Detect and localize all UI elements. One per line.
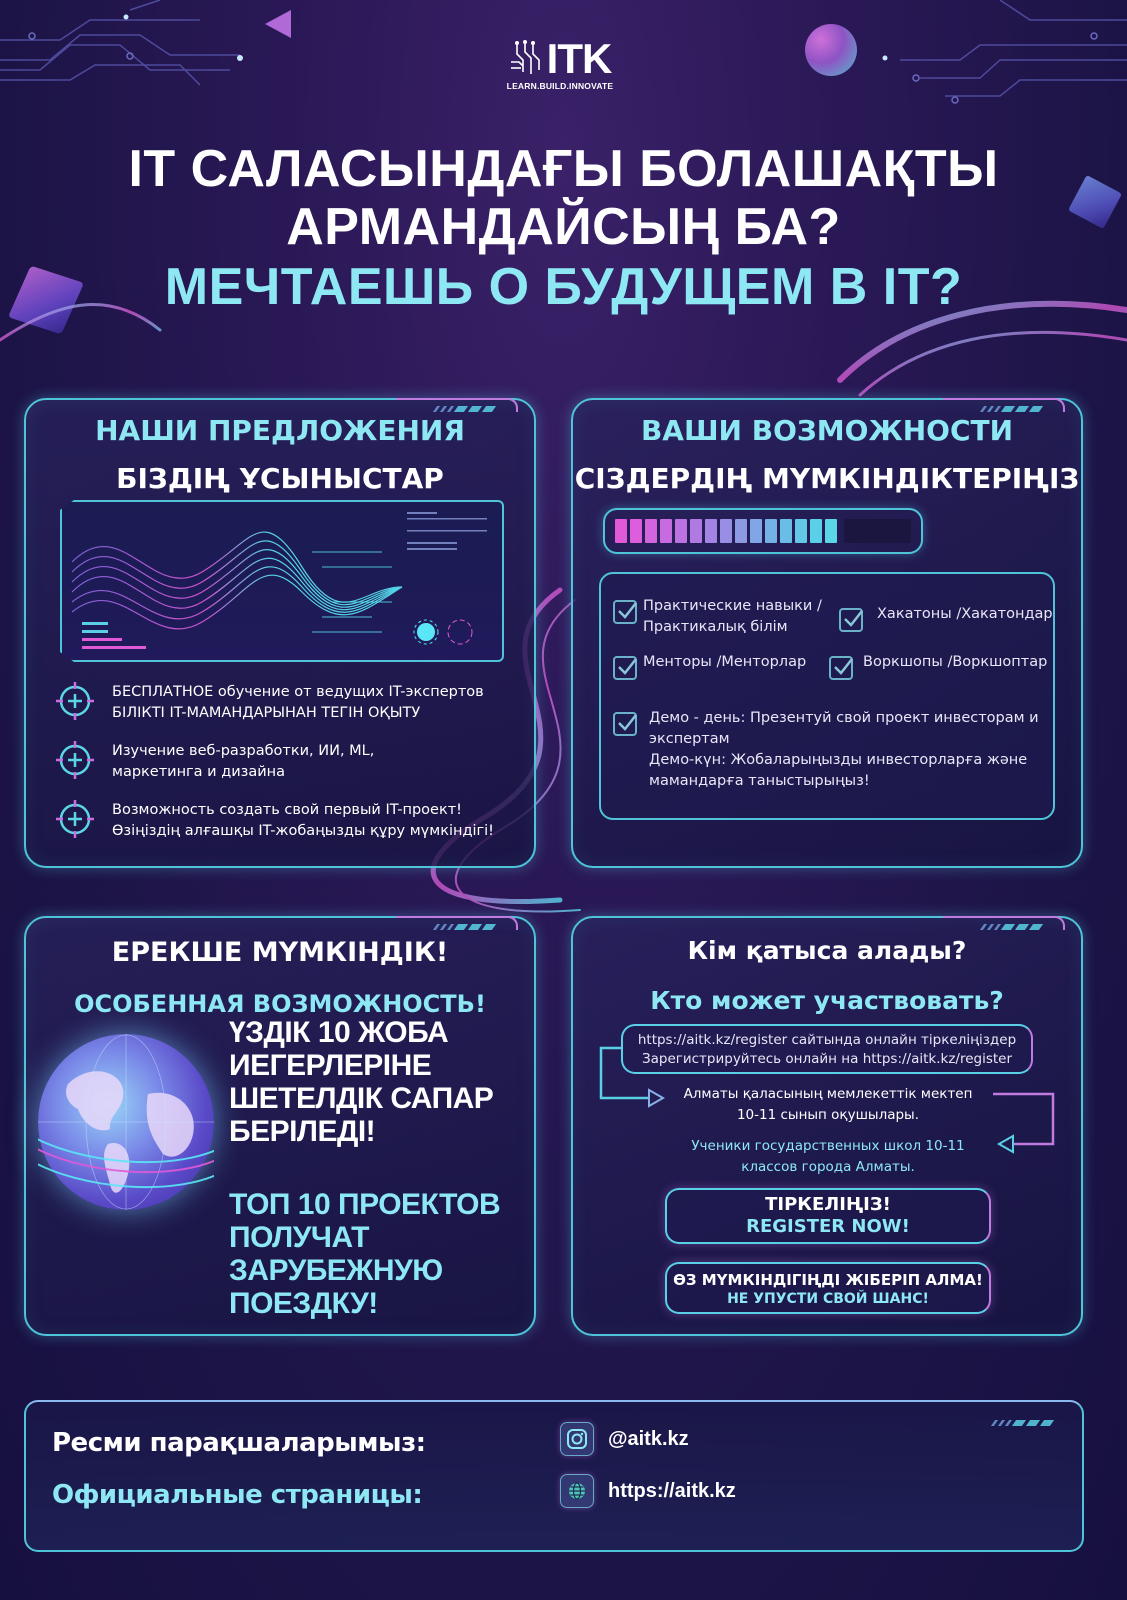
offer-2-line1: Изучение веб-разработки, ИИ, ML,	[112, 743, 375, 759]
opportunity-workshops: Воркшопы /Воркшоптар	[829, 652, 1047, 680]
wave-graphic	[62, 502, 506, 664]
official-pages-label-kz: Ресми парақшаларымыз:	[52, 1428, 426, 1458]
hud-wave-illustration	[60, 500, 504, 662]
opportunity-practical-skills: Практические навыки / Практикалық білім	[613, 596, 822, 638]
prize-ru: ТОП 10 ПРОЕКТОВ ПОЛУЧАТ ЗАРУБЕЖНУЮ ПОЕЗДКУ!	[229, 1188, 501, 1320]
opportunity-demo-day: Демо - день: Презентуй свой проект инвесторам и экспертам Демо-күн: Жобаларыңызды инвесторларға және мамандарға таныстырыңыз!	[613, 708, 1045, 792]
globe-web-icon	[560, 1474, 594, 1508]
eligibility-panel	[571, 916, 1083, 1336]
panel-stripes-decoration	[435, 406, 494, 412]
offer-3-ru: Возможность создать свой первый IT-проект!	[112, 802, 462, 818]
opportunity-mentors: Менторы /Менторлар	[613, 652, 806, 680]
offer-1-kz: БІЛІКТІ IT-МАМАНДАРЫНАН ТЕГІН ОҚЫТУ	[112, 705, 421, 721]
prize-kz: ҮЗДІК 10 ЖОБА ИЕГЕРЛЕРІНЕ ШЕТЕЛДІК САПАР БЕРІЛЕДІ!	[229, 1016, 494, 1148]
opportunities-title-kz: СІЗДЕРДІҢ МҮМКІНДІКТЕРІҢІЗ	[574, 462, 1080, 495]
headline	[0, 140, 1127, 318]
eligibility-kz: Алматы қаласының мемлекеттік мектеп 10-11 сынып оқушылары.	[683, 1086, 973, 1123]
instagram-icon	[560, 1422, 594, 1456]
website-link[interactable]: https://aitk.kz	[560, 1474, 736, 1508]
logo-tagline: LEARN.BUILD.INNOVATE	[506, 81, 614, 91]
opportunity-hackathons: Хакатоны /Хакатондар	[839, 604, 1053, 632]
official-pages-label-ru: Официальные страницы:	[52, 1480, 423, 1510]
panel-stripes-decoration	[993, 1420, 1052, 1426]
who-title-kz: Кім қатыса алады?	[687, 936, 967, 965]
headline-ru: МЕЧТАЕШЬ О БУДУЩЕМ В IT?	[164, 258, 963, 316]
headline-kz-line1: IT САЛАСЫНДАҒЫ БОЛАШАҚТЫ	[128, 140, 999, 198]
circuit-chip-icon	[509, 40, 545, 78]
target-plus-icon	[54, 680, 96, 722]
offers-list	[54, 682, 524, 859]
special-title-kz: ЕРЕКШЕ МҮМКІНДІК!	[111, 937, 449, 968]
target-plus-icon	[54, 798, 96, 840]
register-info-box	[621, 1024, 1033, 1074]
opportunities-panel	[571, 398, 1083, 868]
checkbox-checked-icon	[829, 656, 853, 680]
register-link-kz[interactable]: https://aitk.kz/register сайтында онлайн тіркеліңіздер	[637, 1032, 1017, 1048]
who-title-ru: Кто может участвовать?	[650, 986, 1004, 1015]
logo-text: ITK	[546, 35, 612, 82]
offer-item	[54, 800, 524, 842]
special-opportunity-panel	[24, 916, 536, 1336]
globe-icon	[38, 1034, 214, 1210]
itk-logo	[500, 35, 620, 96]
panel-stripes-decoration	[982, 406, 1041, 412]
instagram-link[interactable]: @aitk.kz	[560, 1422, 689, 1456]
special-title-ru: ОСОБЕННАЯ ВОЗМОЖНОСТЬ!	[74, 990, 486, 1018]
panel-stripes-decoration	[435, 924, 494, 930]
eligibility-ru: Ученики государственных школ 10-11 классов города Алматы.	[691, 1138, 965, 1175]
offer-1-ru: БЕСПЛАТНОЕ обучение от ведущих IT-экспертов	[112, 684, 484, 700]
globe-illustration	[38, 1034, 214, 1210]
checkbox-checked-icon	[839, 608, 863, 632]
headline-kz-line2: АРМАНДАЙСЫҢ БА?	[286, 198, 841, 256]
register-now-button[interactable]: ТІРКЕЛІҢІЗ! REGISTER NOW!	[665, 1188, 991, 1244]
offer-2-line2: маркетинга и дизайна	[112, 764, 286, 780]
offers-panel	[24, 398, 536, 868]
checkbox-checked-icon	[613, 712, 637, 736]
prism-decoration	[265, 10, 291, 38]
opportunities-title-ru: ВАШИ ВОЗМОЖНОСТИ	[640, 414, 1014, 447]
dont-miss-chance-button[interactable]: ӨЗ МҮМКІНДІГІҢДІ ЖІБЕРІП АЛМА! НЕ УПУСТИ СВОЙ ШАНС!	[665, 1262, 991, 1314]
offer-3-kz: Өзіңіздің алғашқы IT-жобаңызды құру мүмкіндігі!	[112, 823, 494, 839]
offer-item	[54, 741, 524, 783]
offer-item	[54, 682, 524, 724]
opportunities-checklist	[599, 572, 1055, 820]
register-link-ru[interactable]: Зарегистрируйтесь онлайн на https://aitk.kz/register	[641, 1051, 1013, 1067]
checkbox-checked-icon	[613, 656, 637, 680]
checkbox-checked-icon	[613, 600, 637, 624]
offers-title-kz: БІЗДІҢ ҰСЫНЫСТАР	[116, 462, 444, 495]
offers-title-ru: НАШИ ПРЕДЛОЖЕНИЯ	[95, 414, 465, 447]
target-plus-icon	[54, 739, 96, 781]
panel-stripes-decoration	[982, 924, 1041, 930]
sphere-decoration	[805, 24, 857, 76]
footer-panel	[24, 1400, 1084, 1552]
progress-bar	[603, 508, 923, 554]
